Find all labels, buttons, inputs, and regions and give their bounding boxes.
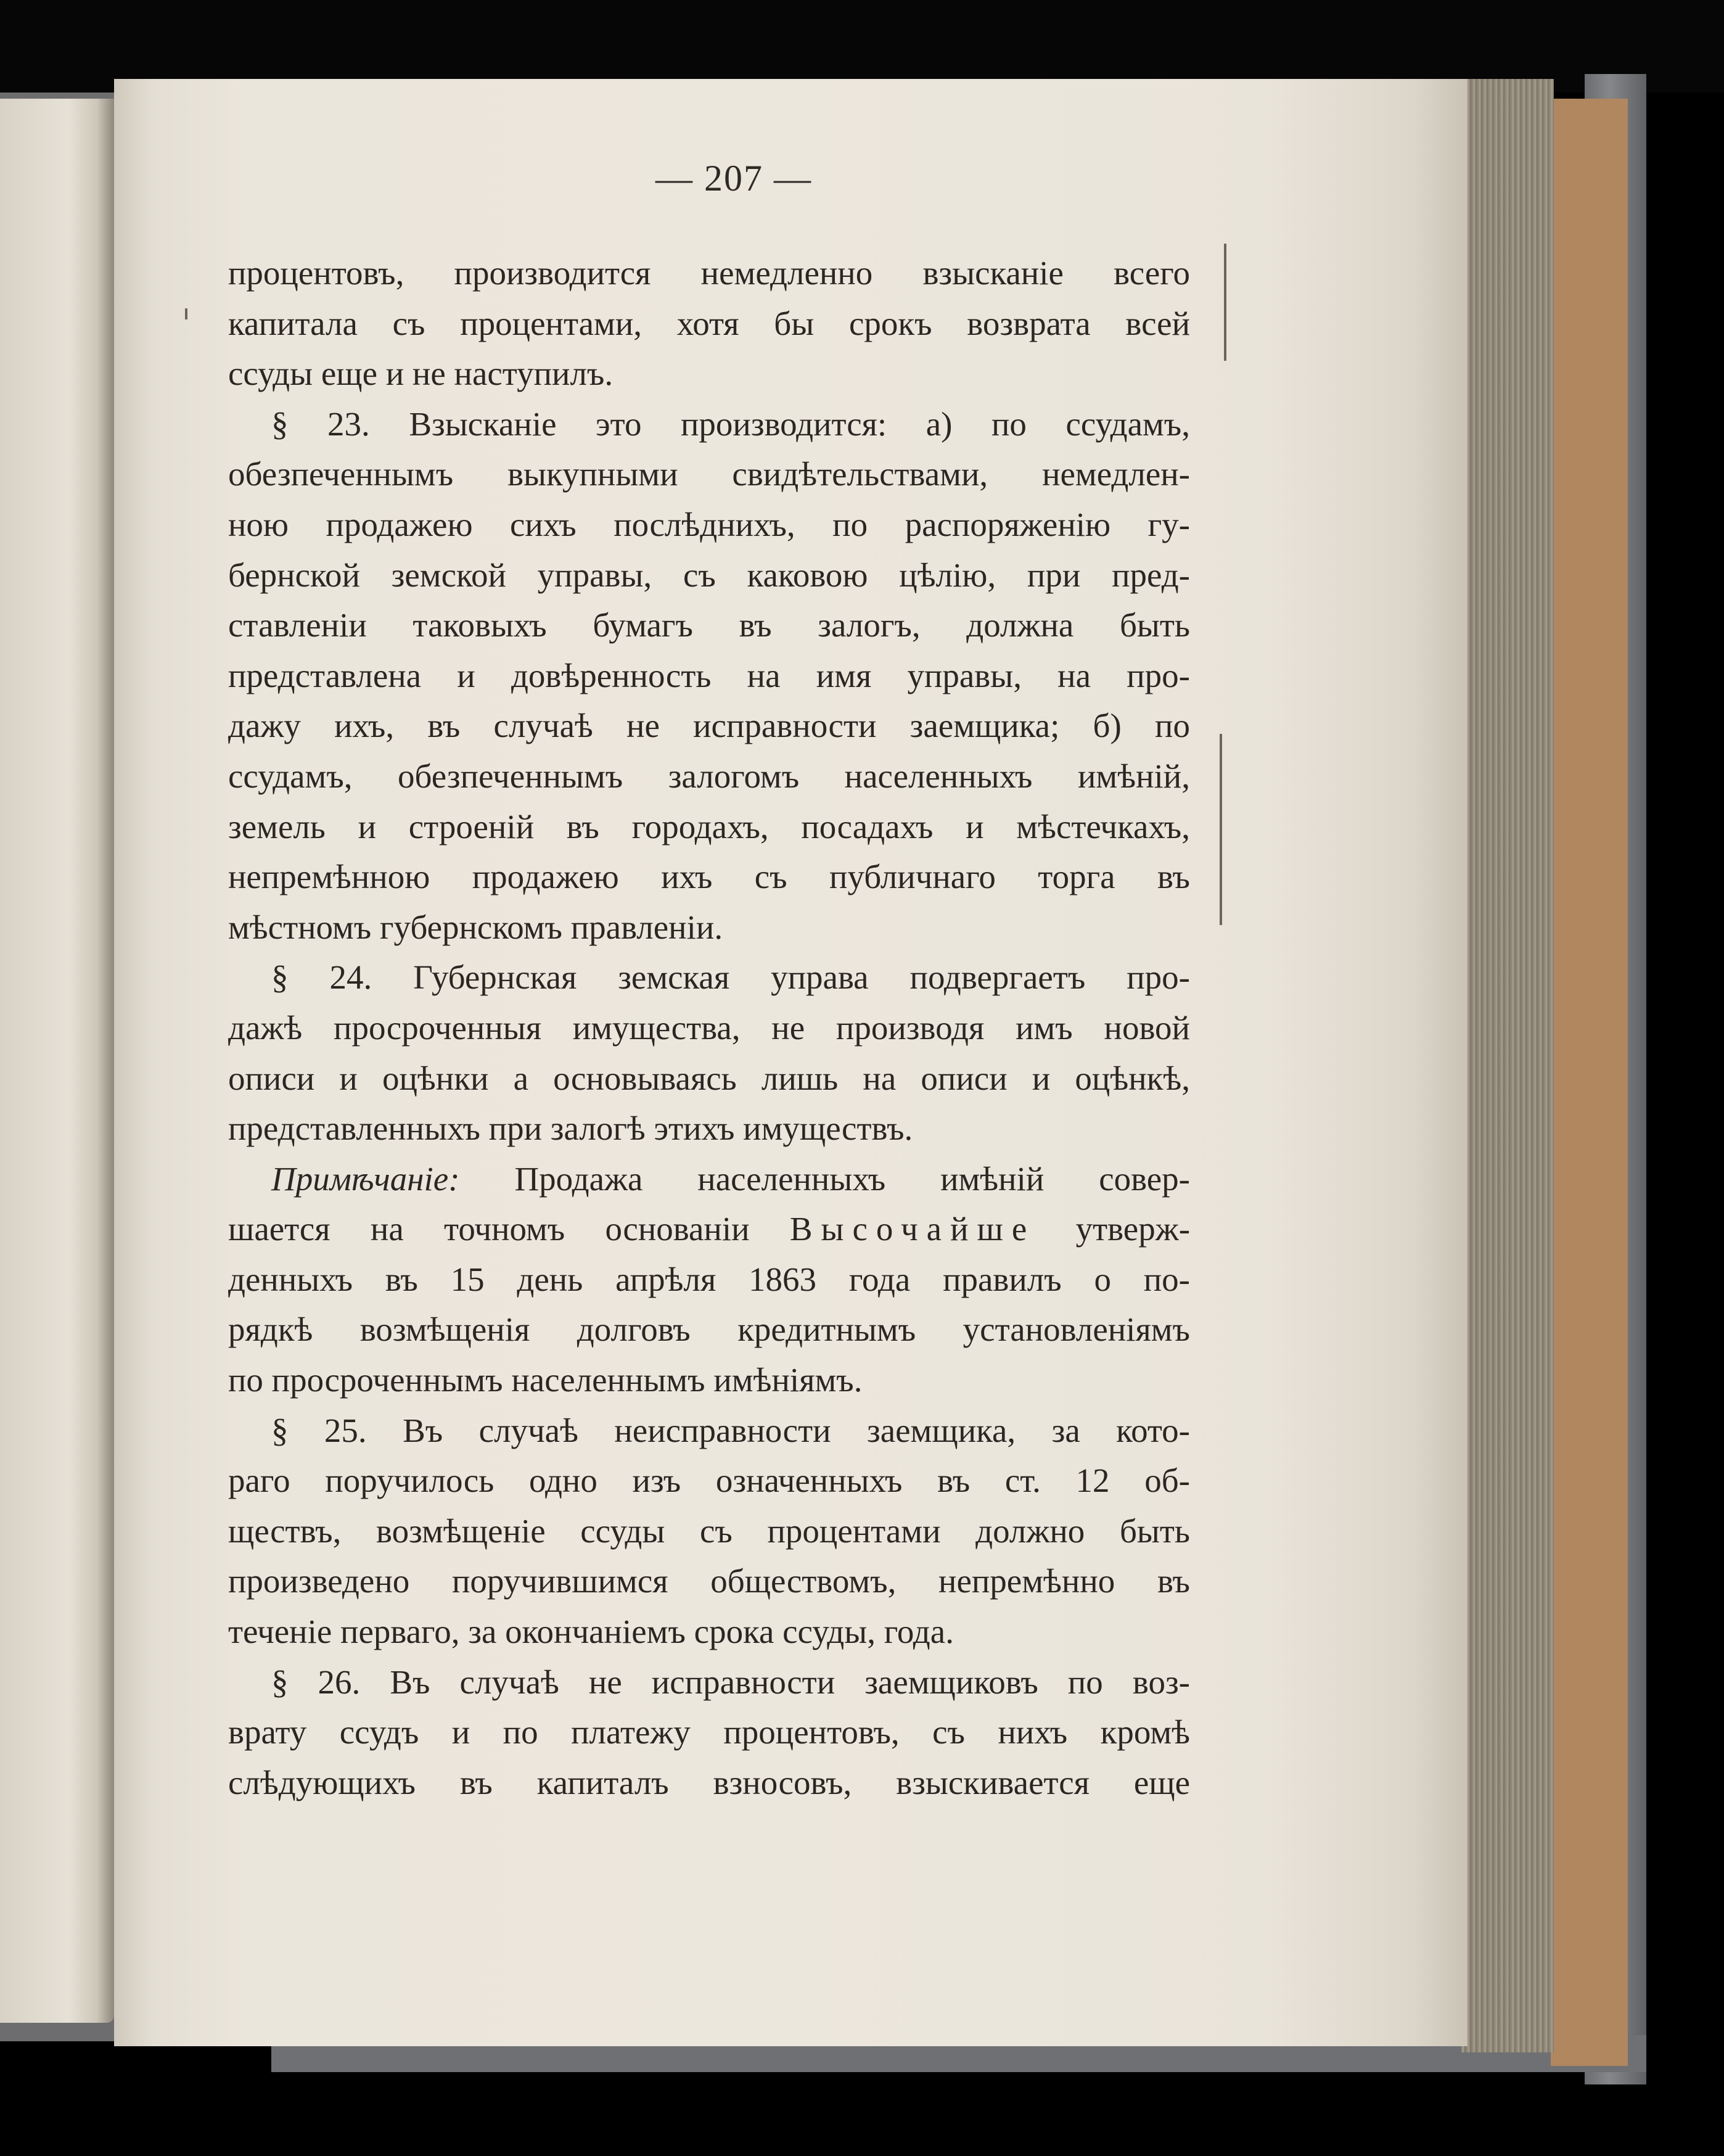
text-line: дажѣ просроченныя имущества, не производя имъ новой [228,1008,1190,1047]
previous-page-edge [0,99,114,2023]
text-line: описи и оцѣнки а основываясь лишь на описи и оцѣнкѣ, [228,1059,1190,1097]
text-line: бернской земской управы, съ каковою цѣлію, при пред- [228,556,1190,594]
text-line: земель и строеній въ городахъ, посадахъ и мѣстечкахъ, [228,807,1190,846]
text-line: ществъ, возмѣщеніе ссуды съ процентами должно быть [228,1512,1190,1550]
text-line: мѣстномъ губернскомъ правленіи. [228,908,723,946]
text-line: ссуды еще и не наступилъ. [228,355,614,393]
text-line: дажу ихъ, въ случаѣ не исправности заемщика; б) по [228,707,1190,745]
page-text [228,157,1190,1808]
page-number: — 207 — [655,158,812,199]
text-line: представленныхъ при залогѣ этихъ имуществъ. [228,1109,913,1148]
text-line: § 24. Губернская земская управа подвергаетъ про- [271,958,1190,997]
text-line [228,1204,1190,1254]
text-line: денныхъ въ 15 день апрѣля 1863 года правилъ о по- [228,1260,1190,1298]
text-line: процентовъ, производится немедленно взысканіе всего [228,254,1190,292]
page-stack-edges [1461,79,1554,2052]
text-line: капитала съ процентами, хотя бы срокъ возврата всей [228,304,1190,342]
text-line: по просроченнымъ населеннымъ имѣніямъ. [228,1361,863,1399]
pencil-margin-mark [1224,244,1226,361]
emphasized-word: Высочайше [789,1210,1036,1248]
text-line: § 26. Въ случаѣ не исправности заемщиковъ по воз- [271,1663,1190,1701]
text-line: § 23. Взысканіе это производится: а) по ссудамъ, [271,405,1190,443]
text-line: обезпеченнымъ выкупными свидѣтельствами, немедлен- [228,455,1190,493]
text-line: теченіе перваго, за окончаніемъ срока ссуды, года. [228,1613,954,1651]
note-label: Примѣчаніе: [271,1159,460,1198]
text-line: рядкѣ возмѣщенія долговъ кредитнымъ установленіямъ [228,1310,1190,1349]
book-board [1551,99,1628,2066]
text-line [228,1154,1190,1204]
note-text: Продажа населенныхъ имѣній совер- [514,1159,1191,1198]
text-body [228,248,1190,1808]
line-text: шается на точномъ основаніи [228,1210,750,1248]
text-line: ставленіи таковыхъ бумагъ въ залогъ, должна быть [228,606,1190,644]
text-line: ссудамъ, обезпеченнымъ залогомъ населенныхъ имѣній, [228,757,1190,795]
text-line: непремѣнною продажею ихъ съ публичнаго торга въ [228,858,1190,896]
text-line: слѣдующихъ въ капиталъ взносовъ, взыскивается еще [228,1763,1190,1801]
text-line: § 25. Въ случаѣ неисправности заемщика, за кото- [271,1411,1190,1449]
line-text: утверж- [1075,1210,1191,1248]
text-line: произведено поручившимся обществомъ, непремѣнно въ [228,1562,1190,1600]
pencil-margin-mark [1220,734,1222,925]
text-line: раго поручилось одно изъ означенныхъ въ ст. 12 об- [228,1462,1190,1500]
text-line: ною продажею сихъ послѣднихъ, по распоряженію гу- [228,505,1190,543]
text-line: представлена и довѣренность на имя управы, на про- [228,656,1190,694]
text-line: врату ссудъ и по платежу процентовъ, съ нихъ кромѣ [228,1713,1190,1751]
pencil-dot [185,308,187,319]
